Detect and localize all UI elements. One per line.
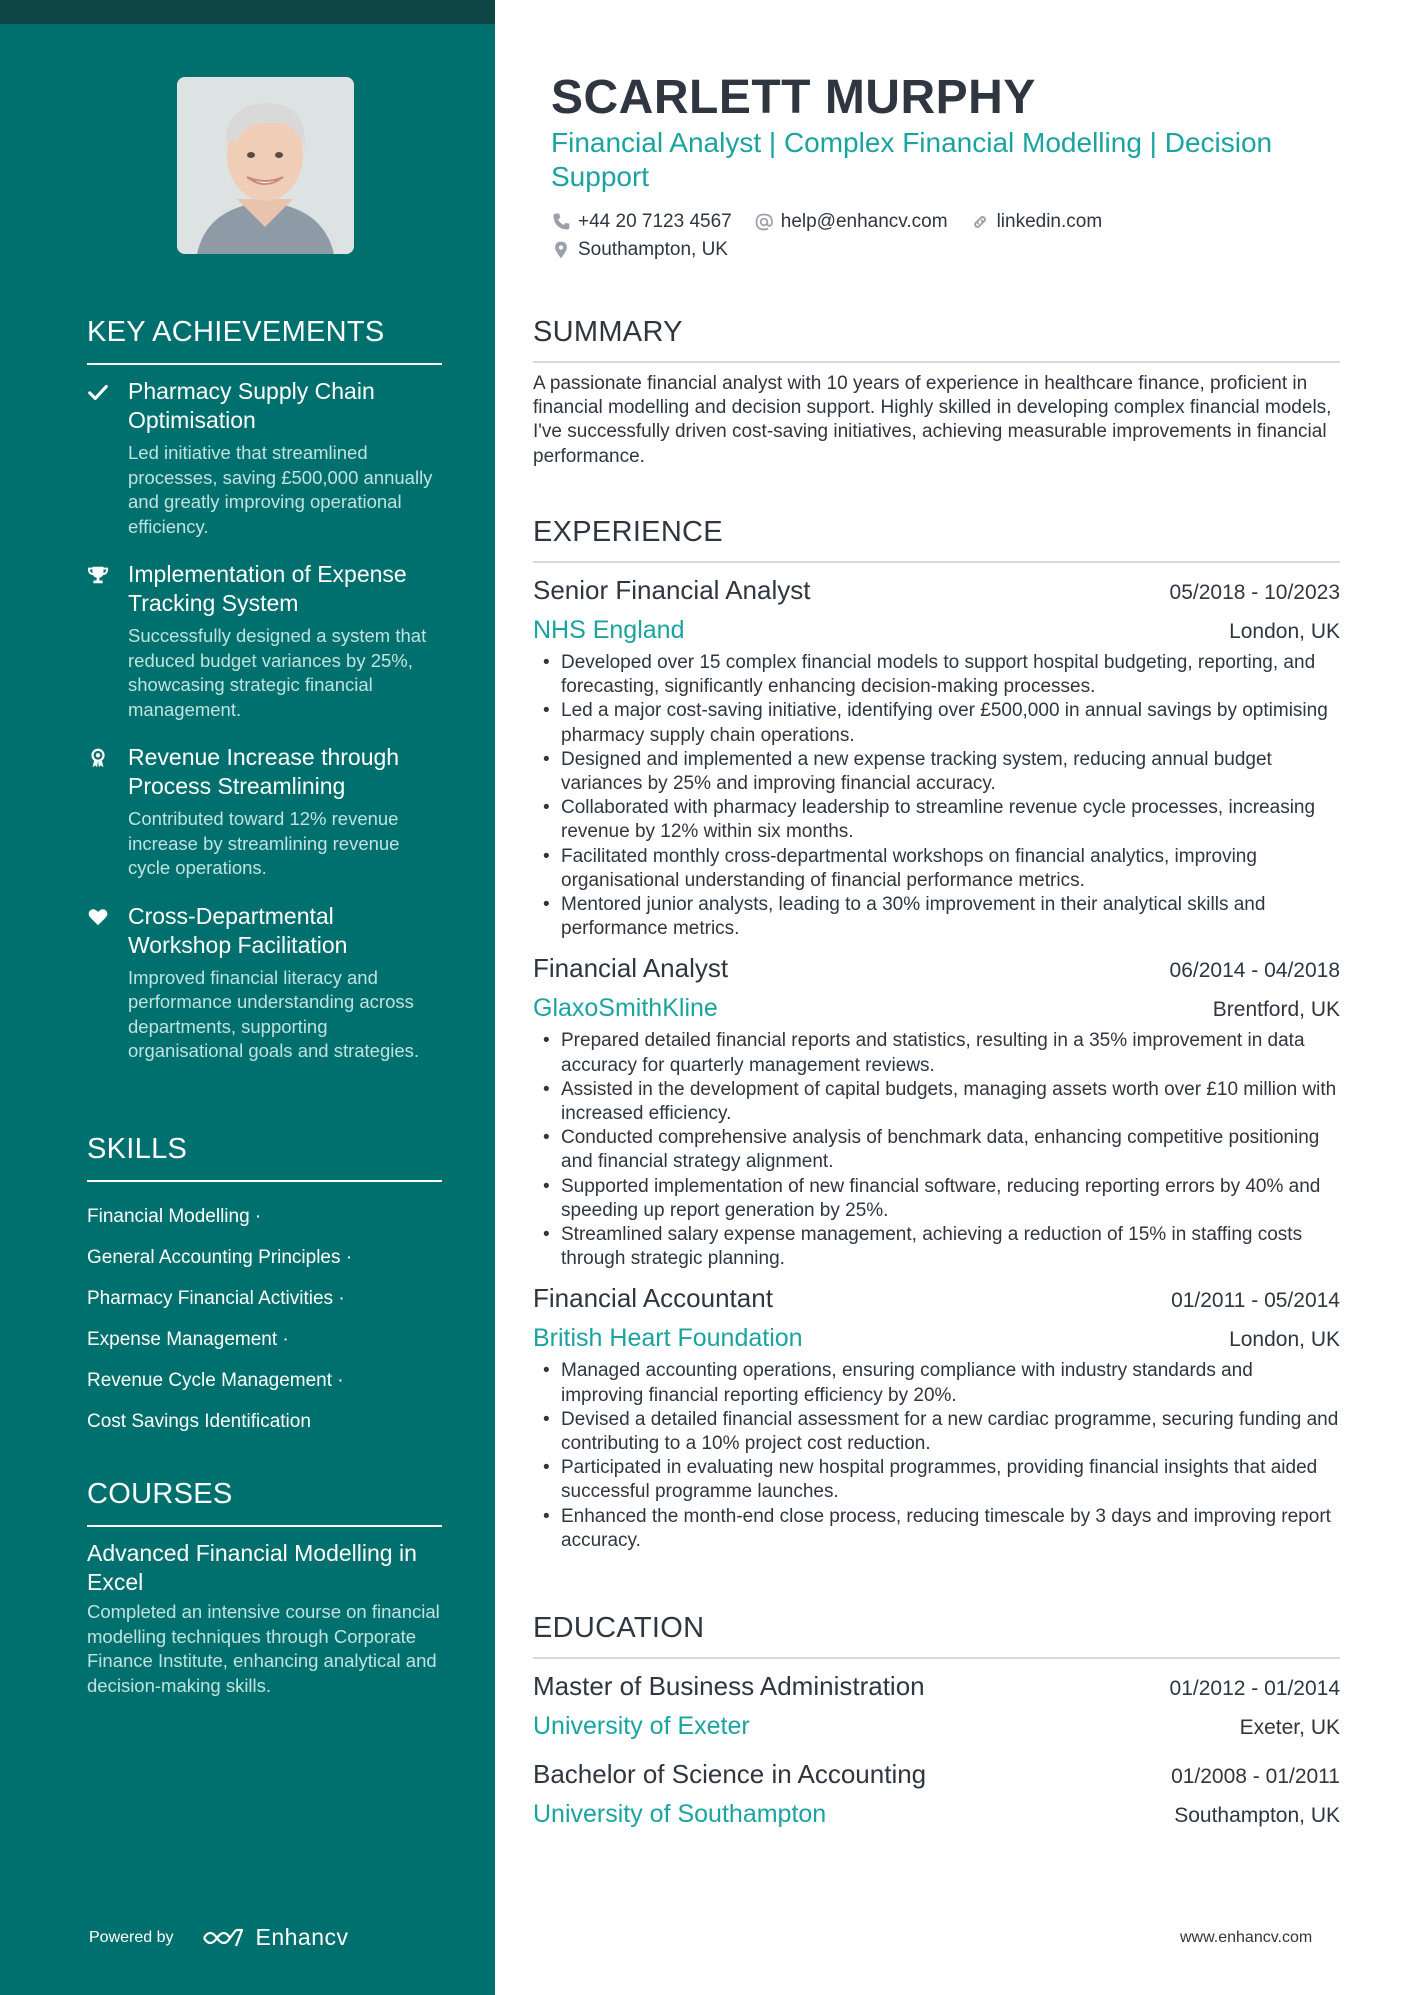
job-bullet: • Conducted comprehensive analysis of benchmark data, enhancing competitive positioning and financial strategy alignment. [533,1126,1340,1174]
job-bullet: • Managed accounting operations, ensuring compliance with industry standards and improving financial reporting efficiency by 20%. [533,1359,1340,1407]
website-contact[interactable] [970,211,1103,233]
courses-title: COURSES [87,1478,442,1527]
job-bullet: • Assisted in the development of capital budgets, managing assets worth over £10 million with increased efficiency. [533,1078,1340,1126]
achievement-title: Cross-Departmental Workshop Facilitation [128,902,348,958]
job-bullet: • Designed and implemented a new expense tracking system, reducing annual budget variances by 25% and improving financial accuracy. [533,748,1340,796]
job-bullet: • Mentored junior analysts, leading to a 30% improvement in their analytical skills and performance metrics. [533,893,1340,941]
email-contact[interactable] [754,211,948,233]
experience-title: EXPERIENCE [533,516,1340,563]
job-location: London, UK [1229,620,1340,643]
achievement-item [87,560,442,722]
job-location: London, UK [1229,1328,1340,1352]
enhancv-logo[interactable] [200,1924,349,1951]
job-bullet: • Participated in evaluating new hospital programmes, providing financial insights that aided successful programme launches. [533,1456,1340,1504]
skills-list [87,1196,442,1442]
job-company: GlaxoSmithKline [533,994,718,1023]
job-bullet: • Developed over 15 complex financial models to support hospital budgeting, reporting, and forecasting, significantly enhancing decision-making processes. [533,651,1340,699]
key-achievements-title: KEY ACHIEVEMENTS [87,316,442,365]
education-dates: 01/2012 - 01/2014 [1169,1677,1340,1700]
location-contact [551,239,728,261]
education-title: EDUCATION [533,1612,1340,1659]
achievement-description: Contributed toward 12% revenue increase by streamlining revenue cycle operations. [128,808,400,878]
job-dates: 06/2014 - 04/2018 [1169,959,1340,983]
enhancv-logo-text: Enhancv [255,1924,349,1950]
location-pin-icon [551,240,571,260]
candidate-headline: Financial Analyst | Complex Financial Modelling | Decision Support [551,127,1273,192]
key-achievements-section [87,316,442,1085]
powered-by [89,1924,349,1951]
skill-item: Pharmacy Financial Activities · [87,1288,345,1309]
skill-item: Financial Modelling · [87,1206,262,1227]
at-icon [754,212,774,232]
job-location: Brentford, UK [1212,998,1340,1022]
powered-by-label: Powered by [89,1928,174,1946]
skills-section [87,1133,442,1442]
courses-section [87,1478,442,1698]
course-description: Completed an intensive course on financial modelling techniques through Corporate Finance Institute, enhancing analytical and decision-making skills. [87,1601,440,1696]
check-icon [87,381,109,403]
heart-icon [87,906,109,928]
summary-text: A passionate financial analyst with 10 years of experience in healthcare finance, proficient in financial modelling and decision support. Highly skilled in developing complex financial models, I've successfully driven cost-saving initiatives, achieving measurable improvements in financial performance. [533,373,1332,467]
job-bullet: • Enhanced the month-end close process, reducing timescale by 3 days and improving report accuracy. [533,1505,1340,1553]
summary-title: SUMMARY [533,316,1340,363]
achievement-item [87,377,442,539]
achievement-item [87,743,442,881]
job-bullet: • Facilitated monthly cross-departmental workshops on financial analytics, improving organisational understanding of financial performance metrics. [533,845,1340,893]
job-company: British Heart Foundation [533,1324,803,1353]
job-company: NHS England [533,616,685,644]
job-dates: 01/2011 - 05/2014 [1171,1289,1340,1313]
phone-icon [551,212,571,232]
course-title: Advanced Financial Modelling in Excel [87,1540,417,1595]
job-bullets [533,1359,1340,1553]
job-bullet: • Collaborated with pharmacy leadership to streamline revenue cycle processes, increasing revenue by 12% within six months. [533,796,1340,844]
website-text: linkedin.com [996,211,1103,232]
sidebar [0,0,495,1995]
education-school: University of Exeter [533,1712,750,1740]
job-bullets [533,1029,1340,1271]
job-entry [533,1283,1340,1553]
skill-item: Revenue Cycle Management · [87,1370,344,1391]
skill-item: Cost Savings Identification [87,1411,311,1432]
education-section [533,1612,1340,1829]
phone-contact[interactable] [551,211,732,233]
job-title: Financial Analyst [533,953,729,984]
enhancv-logo-icon [200,1926,246,1950]
job-bullet: • Led a major cost-saving initiative, identifying over £500,000 in annual savings by optimising pharmacy supply chain operations. [533,699,1340,747]
link-icon [970,212,990,232]
skills-title: SKILLS [87,1133,442,1182]
achievement-title: Implementation of Expense Tracking System [128,561,407,616]
phone-text: +44 20 7123 4567 [578,211,732,232]
job-entry [533,953,1340,1271]
achievement-description: Successfully designed a system that reduced budget variances by 25%, showcasing strategic financial management. [128,625,427,720]
job-bullets [533,651,1340,941]
job-title: Financial Accountant [533,1283,773,1314]
sidebar-top-bar [0,0,495,24]
education-entry [533,1671,1340,1741]
award-ribbon-icon [87,747,109,769]
education-school: University of Southampton [533,1800,827,1828]
job-bullet: • Supported implementation of new financial software, reducing reporting errors by 40% and speeding up report generation by 25%. [533,1175,1340,1223]
education-degree: Bachelor of Science in Accounting [533,1759,927,1789]
location-text: Southampton, UK [578,239,728,260]
contact-info [551,208,1341,264]
education-dates: 01/2008 - 01/2011 [1171,1765,1340,1788]
experience-section [533,516,1340,1553]
skill-item: Expense Management · [87,1329,289,1350]
achievements-list [87,377,442,1064]
trophy-icon [87,564,109,586]
candidate-name: SCARLETT MURPHY [551,71,1036,124]
achievement-description: Led initiative that streamlined processes, saving £500,000 annually and greatly improving operational efficiency. [128,442,433,537]
job-bullet: • Devised a detailed financial assessment for a new cardiac programme, securing funding and contributing to a 10% project cost reduction. [533,1408,1340,1456]
profile-photo [177,77,354,254]
job-bullet: • Streamlined salary expense management, achieving a reduction of 15% in staffing costs through strategic planning. [533,1223,1340,1271]
education-entry [533,1759,1340,1829]
job-dates: 05/2018 - 10/2023 [1169,581,1340,604]
achievement-description: Improved financial literacy and performance understanding across departments, supporting organisational goals and strategies. [128,966,420,1061]
achievement-title: Revenue Increase through Process Streamlining [128,744,400,799]
education-degree: Master of Business Administration [533,1671,925,1701]
education-location: Southampton, UK [1174,1804,1340,1827]
education-location: Exeter, UK [1239,1716,1340,1739]
job-entry [533,575,1340,941]
achievement-item [87,902,442,1064]
achievement-title: Pharmacy Supply Chain Optimisation [128,378,375,433]
summary-section [533,316,1340,469]
job-title: Senior Financial Analyst [533,575,811,605]
job-bullet: • Prepared detailed financial reports and statistics, resulting in a 35% improvement in data accuracy for quarterly management reviews. [533,1029,1340,1077]
footer-url[interactable]: www.enhancv.com [1180,1929,1313,1946]
skill-item: General Accounting Principles · [87,1247,353,1268]
email-text: help@enhancv.com [780,211,948,232]
profile-photo-illustration [177,77,354,254]
